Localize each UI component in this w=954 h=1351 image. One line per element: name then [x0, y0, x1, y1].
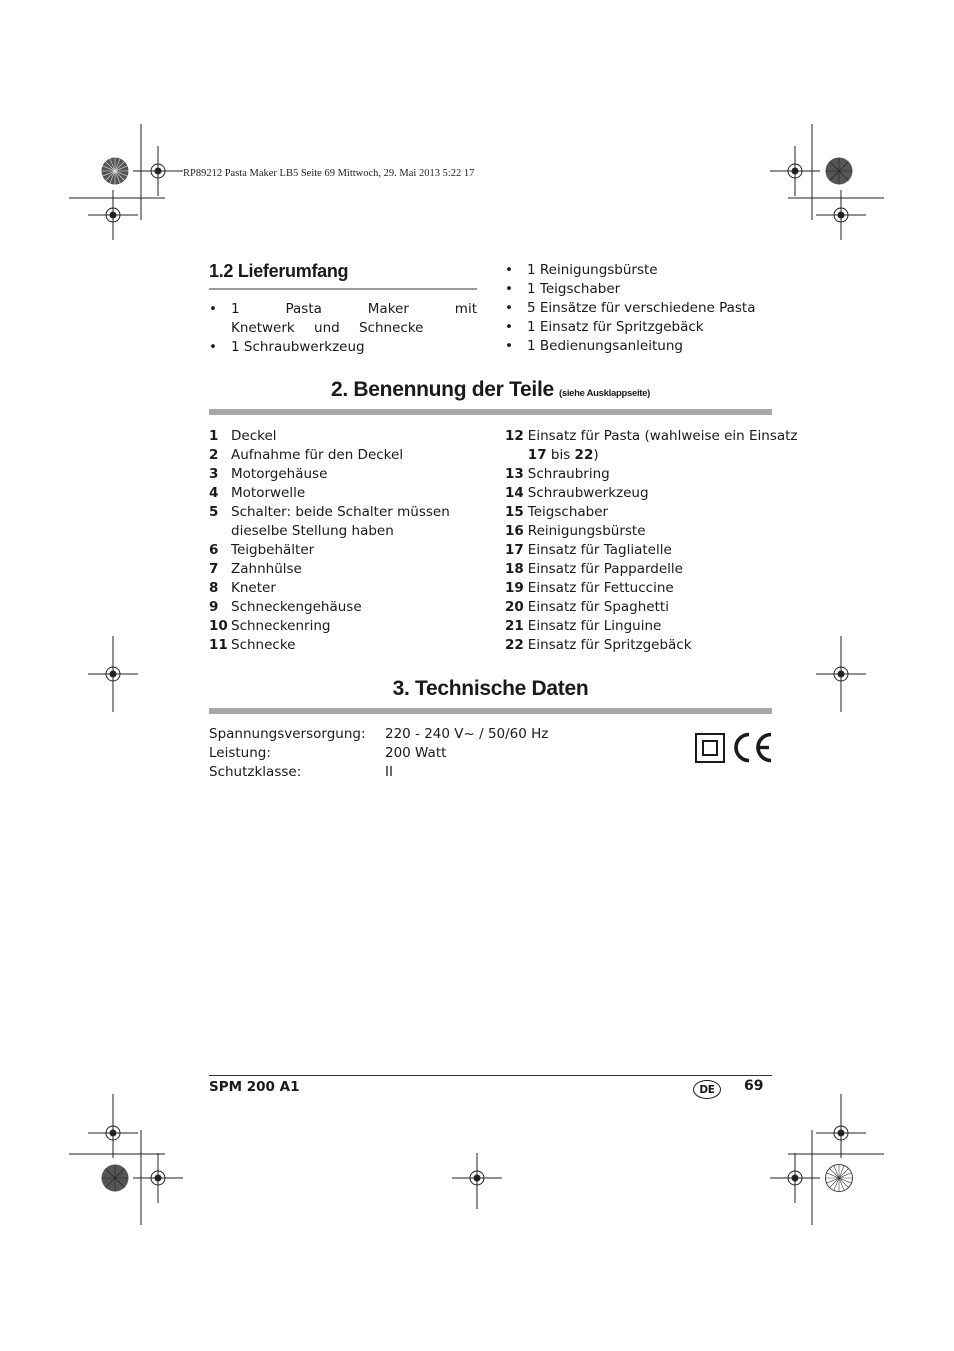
bullet: • [209, 301, 217, 317]
list-item [505, 261, 773, 280]
part-label: Einsatz für Fettuccine [527, 580, 674, 596]
part-label: Kneter [231, 580, 276, 596]
part-number: 14 [505, 485, 524, 501]
part-number: 19 [505, 580, 524, 596]
footer-rule [209, 1075, 772, 1076]
spec-row [209, 763, 629, 782]
part-row [209, 541, 484, 560]
parts-list-right [505, 427, 798, 655]
spec-value: II [385, 764, 393, 780]
part-number: 9 [209, 599, 219, 615]
spec-label: Spannungsversorgung: [209, 726, 366, 742]
part-row [209, 598, 484, 617]
list-item-text: 1 Pasta Maker mit Knetwerk und Schnecke [231, 301, 477, 336]
part-row [209, 446, 484, 465]
part-number: 18 [505, 561, 524, 577]
section-heading-text: 2. Benennung der Teile [330, 378, 554, 401]
part-row [505, 522, 773, 541]
part-label: Schnecke [231, 637, 296, 653]
part-row [209, 617, 484, 636]
section-rule [209, 409, 772, 415]
part-row [505, 541, 773, 560]
part-number: 4 [209, 485, 219, 501]
part-row [505, 465, 773, 484]
part-row [505, 636, 773, 655]
section-heading-parts [209, 378, 772, 402]
part-row [209, 465, 484, 484]
spec-row [209, 725, 629, 744]
print-info: RP89212 Pasta Maker LB5 Seite 69 Mittwoch, 29. Mai 2013 5:22 17 [183, 168, 475, 179]
spec-row [209, 744, 629, 763]
language-badge: DE [693, 1080, 721, 1099]
part-row [505, 579, 773, 598]
part-label: Einsatz für Pasta (wahlweise ein Einsatz 17 bis 22) [527, 428, 798, 463]
list-item [505, 280, 773, 299]
part-row [209, 503, 484, 541]
part-number: 15 [505, 504, 524, 520]
part-label: Motorwelle [231, 485, 306, 501]
spec-value: 220 - 240 V~ / 50/60 Hz [385, 726, 549, 742]
part-number: 22 [505, 637, 524, 653]
parts-list-left [209, 427, 484, 655]
list-item-text: 1 Teigschaber [527, 281, 621, 297]
part-label: Einsatz für Pappardelle [527, 561, 683, 577]
list-item [505, 299, 773, 318]
part-label: Schneckenring [231, 618, 331, 634]
part-row [209, 636, 484, 655]
part-number: 11 [209, 637, 228, 653]
part-number: 2 [209, 447, 219, 463]
part-row [505, 484, 773, 503]
section-heading-tech [209, 677, 772, 701]
part-number: 13 [505, 466, 524, 482]
part-row [209, 427, 484, 446]
part-label: Schraubring [527, 466, 610, 482]
part-label: Schalter: beide Schalter müssen dieselbe Stellung haben [231, 504, 450, 539]
list-item [209, 338, 477, 357]
part-row [505, 598, 773, 617]
section-heading-note: (siehe Ausklappseite) [558, 388, 650, 399]
spec-label: Leistung: [209, 745, 271, 761]
part-label: Einsatz für Tagliatelle [527, 542, 672, 558]
part-row [505, 617, 773, 636]
part-row [505, 503, 773, 522]
part-number: 5 [209, 504, 219, 520]
bullet: • [505, 262, 513, 278]
list-item [505, 318, 773, 337]
part-number: 16 [505, 523, 524, 539]
part-label: Teigbehälter [231, 542, 315, 558]
list-item-text: 1 Einsatz für Spritzgebäck [527, 319, 704, 335]
part-number: 20 [505, 599, 524, 615]
bullet: • [505, 338, 513, 354]
part-number: 21 [505, 618, 524, 634]
section-rule [209, 288, 477, 290]
list-item-text: 5 Einsätze für verschiedene Pasta [527, 300, 756, 316]
list-item-text: 1 Schraubwerkzeug [231, 339, 365, 355]
part-number: 17 [505, 542, 524, 558]
part-label: Reinigungsbürste [527, 523, 646, 539]
part-label: Deckel [231, 428, 277, 444]
part-number: 8 [209, 580, 219, 596]
bullet: • [505, 319, 513, 335]
part-number: 10 [209, 618, 228, 634]
part-label: Schneckengehäuse [231, 599, 362, 615]
page-number: 69 [744, 1078, 764, 1094]
part-number: 3 [209, 466, 219, 482]
part-row [209, 484, 484, 503]
delivery-list-left [209, 300, 477, 357]
part-number: 7 [209, 561, 219, 577]
part-row [209, 579, 484, 598]
part-row [505, 560, 773, 579]
list-item [505, 337, 773, 356]
spec-value: 200 Watt [385, 745, 447, 761]
part-label: Zahnhülse [231, 561, 302, 577]
part-label: Einsatz für Spaghetti [527, 599, 669, 615]
list-item-text: 1 Bedienungsanleitung [527, 338, 683, 354]
section-rule [209, 708, 772, 714]
bullet: • [505, 281, 513, 297]
part-number: 6 [209, 542, 219, 558]
part-number: 1 [209, 428, 219, 444]
list-item-text: 1 Reinigungsbürste [527, 262, 658, 278]
protection-class-ii-icon [695, 733, 725, 763]
part-label: Aufnahme für den Deckel [231, 447, 404, 463]
bullet: • [209, 339, 217, 355]
list-item [209, 300, 477, 338]
bullet: • [505, 300, 513, 316]
part-label: Einsatz für Linguine [527, 618, 662, 634]
part-row [209, 560, 484, 579]
ce-mark-icon [731, 731, 773, 764]
part-number: 12 [505, 428, 524, 444]
spec-table [209, 725, 629, 782]
spec-label: Schutzklasse: [209, 764, 302, 780]
part-row [505, 427, 798, 465]
delivery-list-right [505, 261, 773, 356]
section-heading-lieferumfang: 1.2 Lieferumfang [209, 261, 349, 281]
section-heading-text: 3. Technische Daten [392, 677, 589, 700]
part-label: Motorgehäuse [231, 466, 328, 482]
model-number: SPM 200 A1 [209, 1079, 300, 1095]
part-label: Schraubwerkzeug [527, 485, 649, 501]
part-label: Einsatz für Spritzgebäck [527, 637, 692, 653]
part-label: Teigschaber [527, 504, 609, 520]
